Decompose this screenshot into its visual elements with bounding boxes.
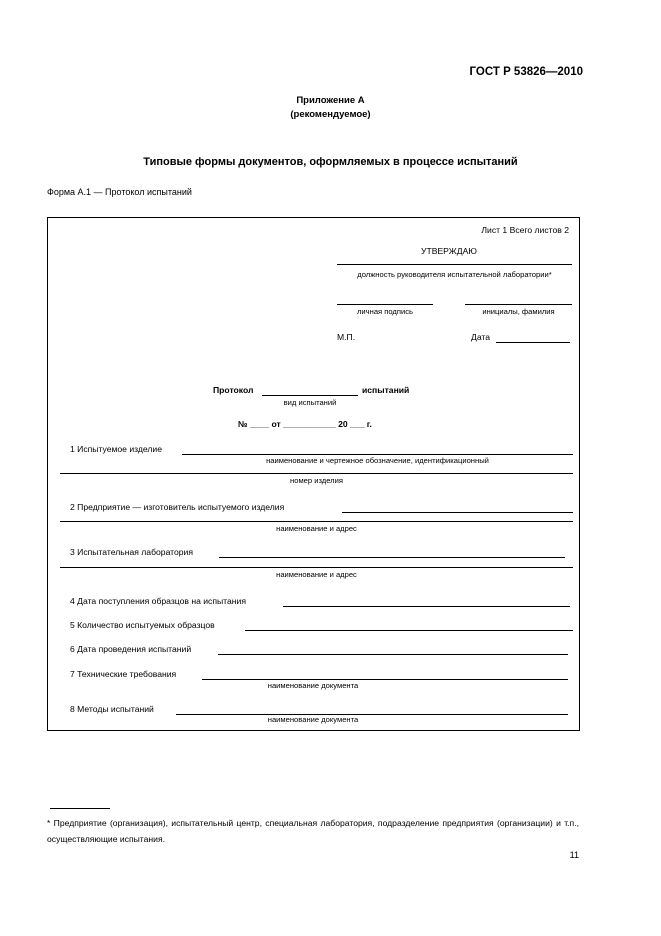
protocol-type-line <box>262 395 358 396</box>
item-1-label: 1 Испытуемое изделие <box>70 444 162 454</box>
item-1-caption-2: номер изделия <box>290 476 343 485</box>
item-1-caption: наименование и чертежное обозначение, идентификационный <box>266 456 489 465</box>
item-5-label: 5 Количество испытуемых образцов <box>70 620 215 630</box>
annex-title: Приложение А <box>296 95 365 106</box>
number-date-line: № ____ от ___________ 20 ___ г. <box>238 419 372 429</box>
item-7-caption: наименование документа <box>267 681 359 690</box>
item-1-line <box>182 454 573 455</box>
item-4-line <box>283 606 570 607</box>
item-2-line-2 <box>60 521 573 522</box>
position-caption: должность руководителя испытательной лаборатории* <box>357 270 552 279</box>
initials-caption: инициалы, фамилия <box>482 307 555 316</box>
footnote: * Предприятие (организация), испытательный центр, специальная лаборатория, подразделение предприятия (организации) и т.п., осуществляющие испытания. <box>47 818 579 844</box>
initials-line <box>465 304 572 305</box>
protocol-word: Протокол <box>213 385 254 395</box>
test-type-caption: вид испытаний <box>283 398 337 407</box>
standard-number: ГОСТ Р 53826—2010 <box>469 66 583 78</box>
item-7-line <box>202 679 568 680</box>
page-number: 11 <box>569 850 579 860</box>
item-2-line <box>342 512 573 513</box>
signature-line <box>337 304 433 305</box>
item-3-line <box>219 557 565 558</box>
protocol-form <box>47 217 580 731</box>
item-2-label: 2 Предприятие — изготовитель испытуемого изделия <box>70 502 285 512</box>
date-label: Дата <box>471 332 491 342</box>
item-3-line-2 <box>60 567 573 568</box>
tests-word: испытаний <box>362 385 410 395</box>
item-3-caption: наименование и адрес <box>276 570 357 579</box>
approve-label: УТВЕРЖДАЮ <box>421 246 477 256</box>
annex-status: (рекомендуемое) <box>290 109 371 120</box>
item-3-label: 3 Испытательная лаборатория <box>70 547 194 557</box>
item-8-caption: наименование документа <box>267 715 359 724</box>
item-2-caption: наименование и адрес <box>276 524 357 533</box>
position-line <box>337 264 572 265</box>
item-6-label: 6 Дата проведения испытаний <box>70 644 192 654</box>
item-4-label: 4 Дата поступления образцов на испытания <box>70 596 246 606</box>
item-5-line <box>245 630 573 631</box>
footnote-rule <box>50 808 110 809</box>
item-7-label: 7 Технические требования <box>70 669 177 679</box>
sheet-info: Лист 1 Всего листов 2 <box>481 225 569 235</box>
date-line <box>496 342 570 343</box>
signature-caption: личная подпись <box>357 307 413 316</box>
stamp-label: М.П. <box>337 332 356 342</box>
item-6-line <box>218 654 568 655</box>
item-8-label: 8 Методы испытаний <box>70 704 154 714</box>
item-1-line-2 <box>60 473 573 474</box>
form-caption: Форма А.1 — Протокол испытаний <box>47 187 192 197</box>
section-heading: Типовые формы документов, оформляемых в процессе испытаний <box>143 156 518 168</box>
